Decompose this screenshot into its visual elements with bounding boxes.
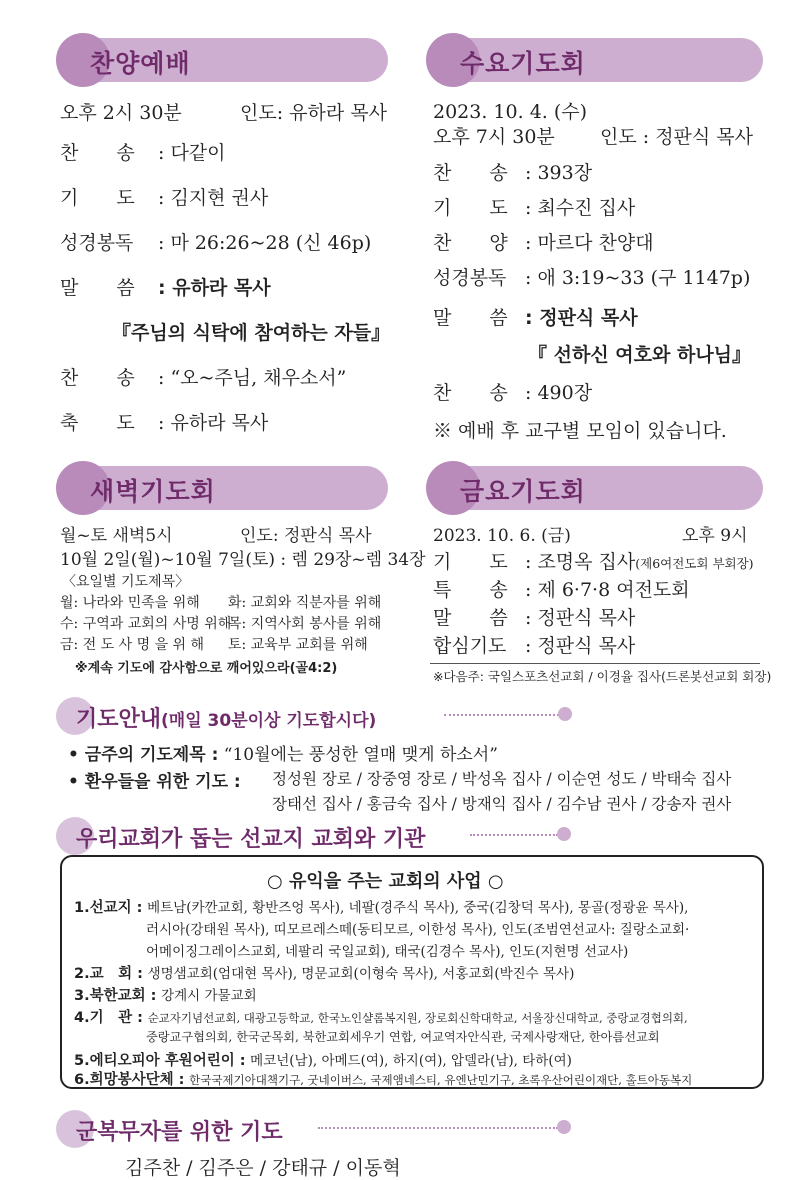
wednesday-date: 2023. 10. 4. (수) <box>433 101 588 123</box>
prayer-guide-title: 기도안내 <box>76 707 162 732</box>
sunday-item-prayer: 기 도 : 김지현 권사 <box>60 187 269 209</box>
military-dot <box>557 1120 571 1134</box>
mission-line: 1.선교지 : 베트남(카깐교회, 황반즈엉 목사), 네팔(경주식 목사), 중국(김창덕 목사), 몽골(정광윤 목사), <box>74 900 689 916</box>
military-names: 김주찬 / 김주은 / 강태규 / 이동혁 <box>125 1157 401 1179</box>
friday-divider <box>430 663 760 664</box>
wednesday-item-hymn: 찬 송 : 393장 <box>433 162 593 184</box>
dawn-days: 월~토 새벽5시 <box>60 526 173 546</box>
dawn-range: 10월 2일(월)~10월 7일(토) : 렘 29장~렘 34장 <box>60 550 426 570</box>
missions-box-title: ○ 유익을 주는 교회의 사업 ○ <box>267 871 504 892</box>
wednesday-title: 수요기도회 <box>460 49 586 78</box>
military-dotted-line <box>318 1127 558 1131</box>
weekly-topic: • 금주의 기도제목 : “10월에는 풍성한 열매 맺게 하소서” <box>68 745 498 765</box>
mission-line: 5.에티오피아 후원어린이 : 메코넌(남), 아메드(여), 하지(여), 압델라(남), 타하(여) <box>74 1053 572 1069</box>
patients-line1: 정성원 장로 / 장중영 장로 / 박성옥 집사 / 이순연 성도 / 박태숙 집사 <box>272 770 732 788</box>
sunday-item-hymn: 찬 송 : 다같이 <box>60 142 226 164</box>
missions-dotted-line <box>470 834 558 838</box>
mission-line: 러시아(강태원 목사), 띠모르레스떼(동티모르, 이한성 목사), 인도(조범연선교사: 질랑소교회· <box>146 922 690 938</box>
mission-line: 6.희망봉사단체 : 한국국제기아대책기구, 굿네이버스, 국제앰네스티, 유엔난민기구, 초록우산어린이재단, 홀트아동복지 <box>74 1072 693 1088</box>
friday-item-sermon: 말 씀 : 정판식 목사 <box>433 607 636 629</box>
prayer-guide-header <box>76 702 376 733</box>
wednesday-sermon-title: 『 선하신 여호와 하나님』 <box>528 344 752 366</box>
friday-item-unison: 합심기도 : 정판식 목사 <box>433 635 636 657</box>
military-title: 군복무자를 위한 기도 <box>76 1120 283 1145</box>
prayer-guide-dot <box>558 707 572 721</box>
patients-label: • 환우들을 위한 기도 : <box>68 772 241 792</box>
dawn-topic-sat: 토: 교육부 교회를 위해 <box>228 637 368 653</box>
wednesday-item-scripture: 성경봉독 : 애 3:19~33 (구 1147p) <box>433 267 751 289</box>
friday-item-special: 특 송 : 제 6·7·8 여전도회 <box>433 579 690 601</box>
friday-title-banner <box>428 466 763 510</box>
wednesday-title-banner <box>428 38 763 82</box>
dawn-title: 새벽기도회 <box>90 477 216 506</box>
sunday-item-benediction: 축 도 : 유하라 목사 <box>60 412 269 434</box>
patients-line2: 장태선 집사 / 홍금숙 집사 / 방재익 집사 / 김수남 권사 / 강송자 권사 <box>272 795 732 813</box>
dawn-subhead: 〈요일별 기도제목〉 <box>62 574 190 590</box>
mission-line: 4.기 관 : 순교자기념선교회, 대광고등학교, 한국노인샬롬복지원, 장로회신학대학교, 서울장신대학교, 중랑교경협의회, <box>74 1010 688 1026</box>
wednesday-item-choir: 찬 양 : 마르다 찬양대 <box>433 232 654 254</box>
sunday-title-banner <box>58 38 388 82</box>
sunday-sermon-title: 『주님의 식탁에 참여하는 자들』 <box>112 322 391 344</box>
missions-box <box>60 855 764 1089</box>
wednesday-leader: 인도 : 정판식 목사 <box>600 126 753 148</box>
wednesday-note: ※ 예배 후 교구별 모임이 있습니다. <box>433 420 727 442</box>
sunday-item-sermon: 말 씀 : 유하라 목사 <box>60 277 271 299</box>
missions-title: 우리교회가 돕는 선교지 교회와 기관 <box>76 827 426 852</box>
mission-line: 3.북한교회 : 강계시 가물교회 <box>74 988 257 1004</box>
mission-line: 중랑교구협의회, 한국군목회, 북한교회세우기 연합, 여교역자안식관, 국제사랑재단, 한아름선교회 <box>146 1030 660 1044</box>
friday-title: 금요기도회 <box>460 477 586 506</box>
sunday-time: 오후 2시 30분 <box>60 102 182 124</box>
dawn-topic-mon: 월: 나라와 민족을 위해 <box>60 595 200 611</box>
dawn-topic-tue: 화: 교회와 직분자를 위해 <box>228 595 382 611</box>
wednesday-item-prayer: 기 도 : 최수진 집사 <box>433 197 636 219</box>
dawn-title-banner <box>58 466 388 510</box>
mission-line: 어메이징그레이스교회, 네팔리 국일교회), 태국(김경수 목사), 인도(지현명 선교사) <box>146 944 629 960</box>
wednesday-item-sermon: 말 씀 : 정판식 목사 <box>433 307 638 329</box>
prayer-guide-subtitle: (매일 30분이상 기도합시다) <box>161 711 377 731</box>
friday-next: ※다음주: 국일스포츠선교회 / 이경율 집사(드론봇선교회 회장) <box>433 669 772 684</box>
friday-time: 오후 9시 <box>682 526 748 546</box>
prayer-guide-dotted-line <box>444 714 559 718</box>
friday-item-prayer: 기 도 : 조명옥 집사(제6여전도회 부회장) <box>433 551 754 573</box>
sunday-title: 찬양예배 <box>90 49 191 78</box>
missions-dot <box>557 827 571 841</box>
dawn-topic-wed: 수: 구역과 교회의 사명 위해 <box>60 616 232 632</box>
wednesday-time: 오후 7시 30분 <box>433 126 555 148</box>
sunday-item-hymn2: 찬 송 : “오~주님, 채우소서” <box>60 367 347 389</box>
friday-date: 2023. 10. 6. (금) <box>433 526 571 546</box>
dawn-topic-fri: 금: 전 도 사 명 을 위 해 <box>60 637 205 653</box>
dawn-topic-thu: 목: 지역사회 봉사를 위해 <box>228 616 382 632</box>
sunday-item-scripture: 성경봉독 : 마 26:26~28 (신 46p) <box>60 232 372 254</box>
dawn-leader: 인도: 정판식 목사 <box>240 526 372 546</box>
sunday-leader: 인도: 유하라 목사 <box>240 102 387 124</box>
wednesday-item-hymn2: 찬 송 : 490장 <box>433 382 593 404</box>
dawn-verse: ※계속 기도에 감사함으로 깨어있으라(골4:2) <box>75 661 338 676</box>
mission-line: 2.교 회 : 생명샘교회(엄대현 목사), 명문교회(이형숙 목사), 서홍교회(박진수 목사) <box>74 966 575 982</box>
